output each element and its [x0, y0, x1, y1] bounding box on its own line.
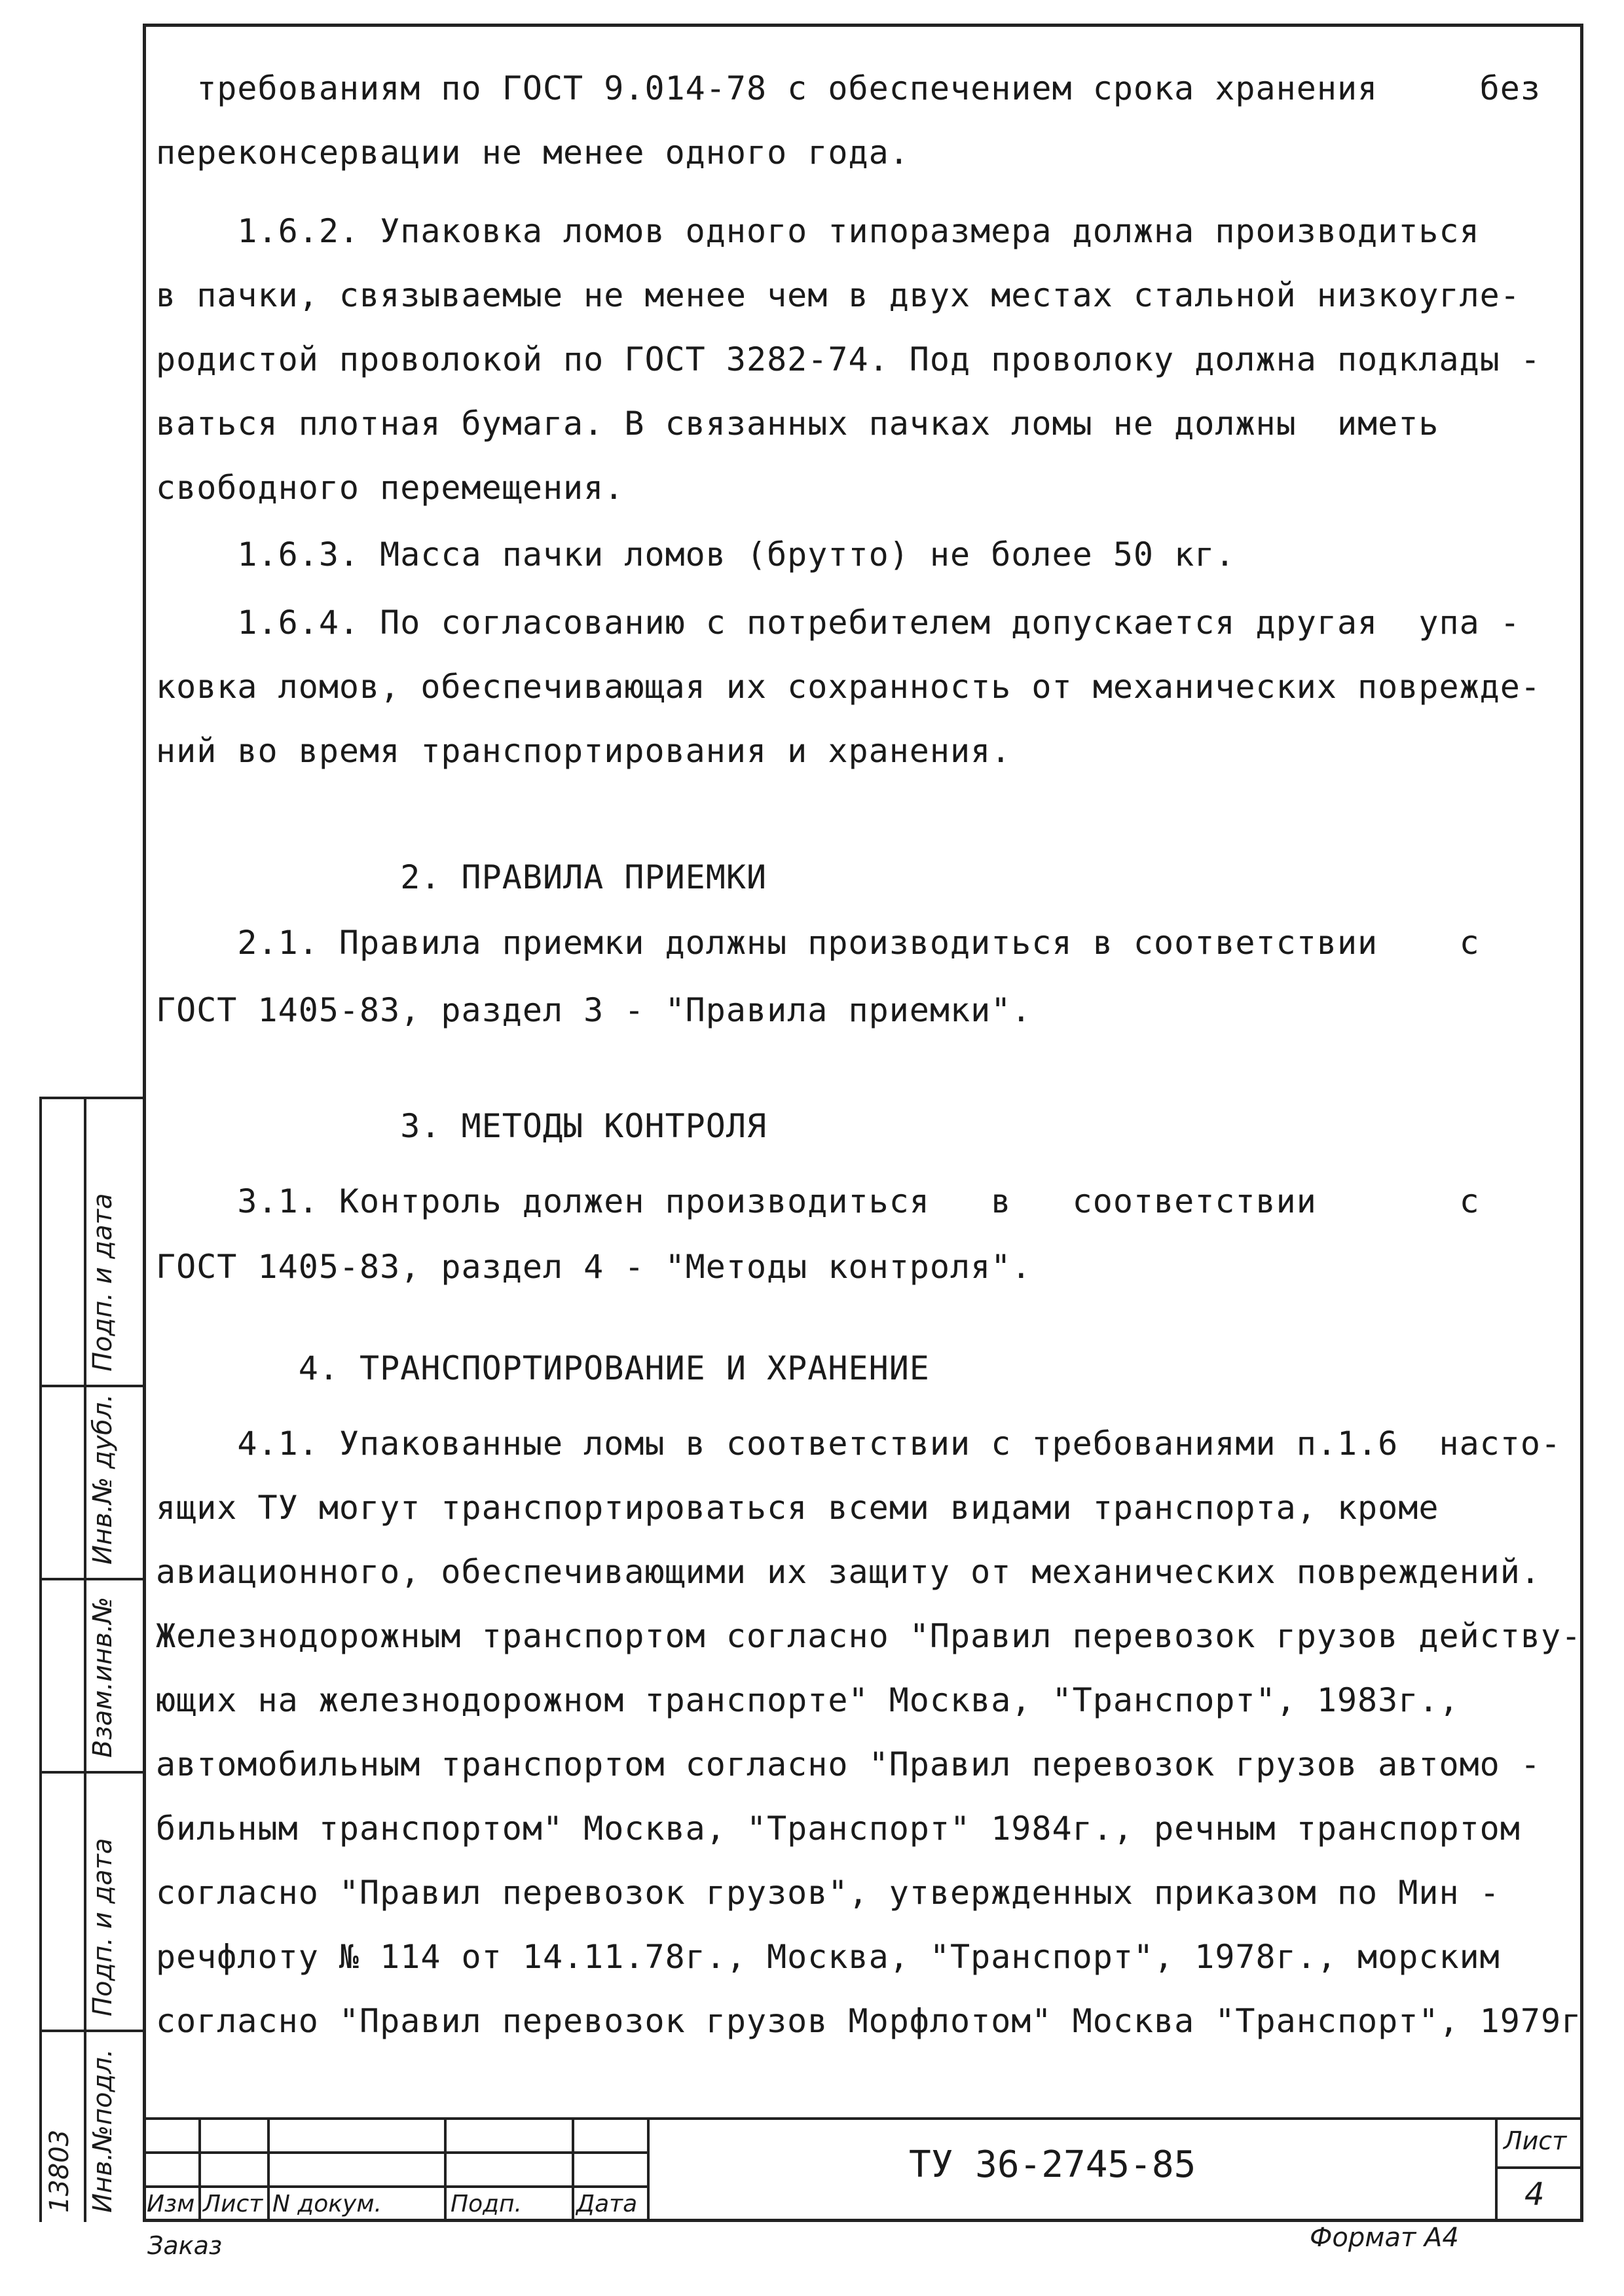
- stamp-col-date: Дата: [576, 2191, 638, 2217]
- stamp-col-sheet: Лист: [203, 2191, 263, 2217]
- sheet-label: Лист: [1504, 2126, 1567, 2155]
- text-line: 2.1. Правила приемки должны производиться в соответствии с: [156, 924, 1480, 962]
- strip-label: Инв.№подл.: [88, 2049, 118, 2213]
- strip-divider: [39, 1385, 143, 1387]
- text-line: речфлоту № 114 от 14.11.78г., Москва, "Транспорт", 1978г., морским: [156, 1938, 1500, 1976]
- sheet-number: 4: [1524, 2176, 1545, 2213]
- text-line: 4.1. Упакованные ломы в соответствии с требованиями п.1.6 насто-: [156, 1425, 1562, 1463]
- strip-divider: [39, 1771, 143, 1774]
- text-line: требованиям по ГОСТ 9.014-78 с обеспечением срока хранения без: [156, 69, 1541, 107]
- text-line: 1.6.2. Упаковка ломов одного типоразмера должна производиться: [156, 212, 1480, 250]
- text-line: переконсервации не менее одного года.: [156, 134, 910, 172]
- text-line: 1.6.4. По согласованию с потребителем допускается другая упа -: [156, 604, 1521, 642]
- left-binding-strip: [39, 1097, 143, 2222]
- stamp-line: [143, 2117, 1583, 2120]
- strip-divider: [39, 2030, 143, 2032]
- strip-divider: [39, 1097, 143, 1099]
- text-line: свободного перемещения.: [156, 469, 625, 507]
- format-label: Формат А4: [1310, 2223, 1459, 2253]
- strip-label: Подп. и дата: [88, 1838, 118, 2016]
- section-heading: 4. ТРАНСПОРТИРОВАНИЕ И ХРАНЕНИЕ: [156, 1349, 930, 1387]
- text-line: ваться плотная бумага. В связанных пачках ломы не должны иметь: [156, 405, 1439, 443]
- stamp-line: [267, 2117, 270, 2222]
- text-line: ГОСТ 1405-83, раздел 4 - "Методы контроля".: [156, 1248, 1032, 1286]
- title-block: [143, 2117, 1583, 2222]
- section-heading: 3. МЕТОДЫ КОНТРОЛЯ: [156, 1107, 767, 1145]
- strip-label: Инв.№ дубл.: [88, 1394, 118, 1565]
- stamp-line: [647, 2117, 650, 2222]
- stamp-col-docnum: N докум.: [272, 2191, 382, 2217]
- text-line: бильным транспортом" Москва, "Транспорт" 1984г., речным транспортом: [156, 1810, 1521, 1848]
- text-line: автомобильным транспортом согласно "Правил перевозок грузов автомо -: [156, 1745, 1541, 1783]
- text-line: ковка ломов, обеспечивающая их сохранность от механических повреждe-: [156, 668, 1541, 706]
- text-line: ящих ТУ могут транспортироваться всеми видами транспорта, кроме: [156, 1489, 1439, 1527]
- stamp-line: [572, 2117, 574, 2222]
- stamp-line: [1495, 2166, 1583, 2169]
- text-line: авиационного, обеспечивающими их защиту от механических повреждений.: [156, 1553, 1541, 1591]
- stamp-col-sign: Подп.: [451, 2191, 522, 2217]
- text-line: согласно "Правил перевозок грузов Морфлотом" Москва "Транспорт", 1979г: [156, 2002, 1582, 2040]
- text-line: 3.1. Контроль должен производиться в соответствии с: [156, 1182, 1480, 1220]
- text-line: родистой проволокой по ГОСТ 3282-74. Под проволоку должна подклады -: [156, 340, 1541, 378]
- text-line: 1.6.3. Масса пачки ломов (брутто) не более 50 кг.: [156, 536, 1236, 574]
- document-code: ТУ 36-2745-85: [909, 2143, 1196, 2186]
- strip-label: Подп. и дата: [88, 1193, 118, 1372]
- stamp-col-change: Изм: [147, 2191, 195, 2217]
- text-line: Железнодорожным транспортом согласно "Правил перевозок грузов действу-: [156, 1617, 1582, 1655]
- text-line: ний во время транспортирования и хранения.: [156, 732, 1012, 770]
- stamp-line: [198, 2117, 201, 2222]
- inventory-number: 13803: [45, 2129, 75, 2213]
- strip-label: Взам.инв.№: [88, 1596, 118, 1758]
- text-line: ющих на железнодорожном транспорте" Москва, "Транспорт", 1983г.,: [156, 1681, 1460, 1719]
- order-label: Заказ: [147, 2231, 223, 2260]
- stamp-line: [1495, 2117, 1498, 2222]
- strip-border: [84, 1097, 86, 2222]
- section-heading: 2. ПРАВИЛА ПРИЕМКИ: [156, 858, 767, 896]
- text-line: ГОСТ 1405-83, раздел 3 - "Правила приемки".: [156, 991, 1032, 1029]
- stamp-line: [444, 2117, 447, 2222]
- text-line: согласно "Правил перевозок грузов", утвержденных приказом по Мин -: [156, 1874, 1500, 1912]
- text-line: в пачки, связываемые не менее чем в двух местах стальной низкоугле-: [156, 276, 1521, 314]
- strip-divider: [39, 1578, 143, 1580]
- strip-border: [39, 1097, 42, 2222]
